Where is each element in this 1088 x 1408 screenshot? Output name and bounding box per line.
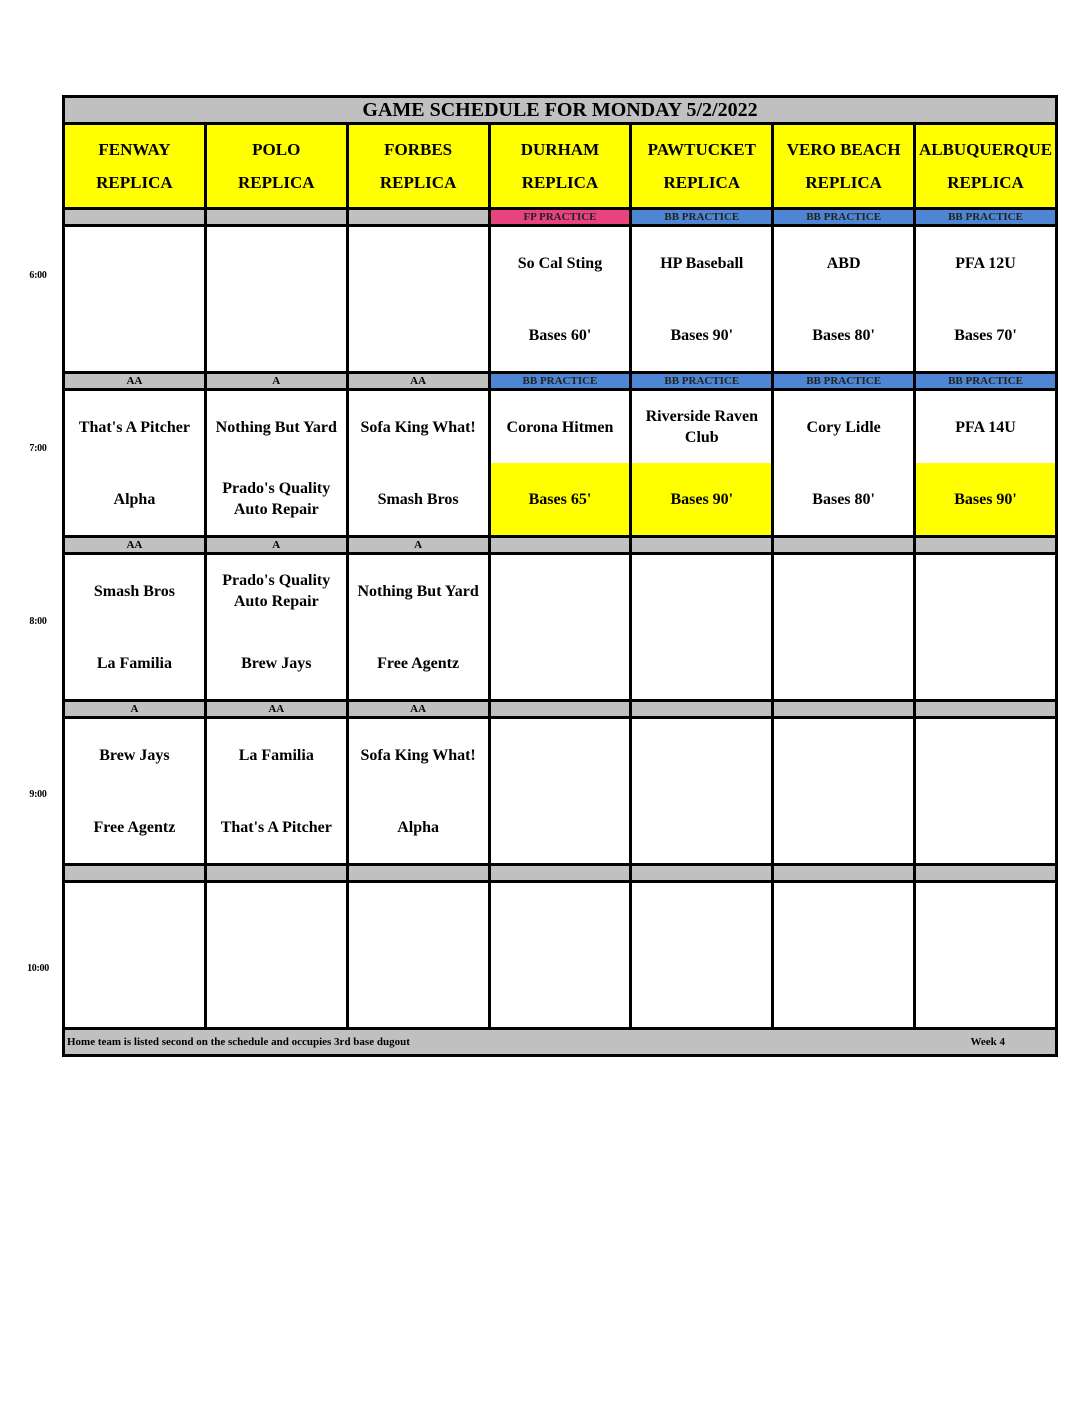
away-team [632, 719, 771, 791]
home-team: Bases 70' [954, 326, 1017, 344]
home-team: Smash Bros [377, 490, 459, 508]
home-team [349, 955, 488, 1027]
division-label: BB PRACTICE [915, 373, 1057, 390]
away-team [491, 883, 630, 955]
away-team [774, 555, 913, 627]
home-team [65, 299, 204, 371]
away-team [349, 883, 488, 955]
away-team: Smash Bros [93, 582, 175, 600]
home-team [774, 791, 913, 863]
division-label [915, 701, 1057, 718]
away-team: PFA 14U [955, 418, 1016, 436]
home-team: Bases 60' [528, 326, 592, 344]
game-row [64, 718, 1057, 865]
field-subtitle: REPLICA [947, 173, 1024, 192]
field-name: PAWTUCKET [647, 140, 756, 159]
time-label: 6:00 [29, 270, 47, 281]
away-team: Riverside Raven Club [645, 408, 759, 446]
home-team: Free Agentz [377, 654, 460, 672]
home-team-note: Home team is listed second on the schedule and occupies 3rd base dugout [67, 1036, 410, 1048]
home-team: Brew Jays [241, 654, 312, 672]
division-label: A [205, 537, 347, 554]
home-team: Bases 80' [812, 490, 875, 508]
division-label [489, 537, 631, 554]
home-team [65, 955, 204, 1027]
division-label: BB PRACTICE [773, 209, 915, 226]
away-team [207, 227, 346, 299]
field-name: VERO BEACH [786, 140, 901, 159]
game-cell [64, 390, 206, 537]
home-team: Alpha [397, 818, 439, 836]
home-team [774, 627, 913, 699]
home-team: That's A Pitcher [220, 818, 332, 836]
home-team [632, 627, 771, 699]
division-band-row [64, 209, 1057, 226]
division-label [347, 865, 489, 882]
division-label [631, 537, 773, 554]
schedule-title: GAME SCHEDULE FOR MONDAY 5/2/2022 [64, 97, 1057, 124]
game-cell [631, 226, 773, 373]
game-cell [915, 226, 1057, 373]
game-cell [205, 554, 347, 701]
game-cell [489, 226, 631, 373]
division-band-row [64, 537, 1057, 554]
time-label: 10:00 [27, 963, 49, 974]
away-team: Sofa King What! [360, 418, 476, 436]
home-team [207, 299, 346, 371]
game-cell [631, 882, 773, 1029]
game-cell [773, 554, 915, 701]
away-team [65, 883, 204, 955]
home-team: Bases 80' [812, 326, 875, 344]
away-team [207, 883, 346, 955]
game-cell [489, 718, 631, 865]
home-team: Bases 65' [491, 463, 630, 535]
away-team: ABD [826, 254, 861, 272]
division-label: AA [64, 537, 206, 554]
home-team [916, 627, 1055, 699]
home-team: Bases 90' [916, 463, 1055, 535]
division-label [773, 701, 915, 718]
away-team: Brew Jays [99, 746, 170, 764]
away-team [349, 227, 488, 299]
field-name: ALBUQUERQUE [918, 140, 1053, 159]
home-team: Prado's Quality Auto Repair [222, 480, 331, 518]
away-team: Corona Hitmen [506, 418, 614, 436]
division-label: AA [347, 701, 489, 718]
home-team: Free Agentz [93, 818, 176, 836]
division-label: A [347, 537, 489, 554]
game-cell [631, 390, 773, 537]
home-team [491, 955, 630, 1027]
division-label: BB PRACTICE [631, 209, 773, 226]
game-cell [915, 390, 1057, 537]
game-row [64, 554, 1057, 701]
away-team: PFA 12U [955, 254, 1016, 272]
division-label [773, 537, 915, 554]
home-team: Bases 90' [632, 463, 771, 535]
away-team [774, 719, 913, 791]
game-cell [631, 718, 773, 865]
field-header-pawtucket [631, 124, 773, 209]
division-label: AA [347, 373, 489, 390]
game-row [64, 882, 1057, 1029]
division-label [915, 537, 1057, 554]
field-subtitle: REPLICA [238, 173, 315, 192]
division-label [489, 865, 631, 882]
away-team [916, 883, 1055, 955]
game-cell [205, 390, 347, 537]
division-label [347, 209, 489, 226]
away-team [65, 227, 204, 299]
game-row [64, 390, 1057, 537]
week-label: Week 4 [970, 1036, 1005, 1048]
away-team [774, 883, 913, 955]
home-team [916, 791, 1055, 863]
home-team [632, 791, 771, 863]
away-team: Nothing But Yard [215, 418, 337, 436]
field-subtitle: REPLICA [805, 173, 882, 192]
division-label [64, 209, 206, 226]
division-label: A [205, 373, 347, 390]
division-label: AA [205, 701, 347, 718]
away-team [491, 719, 630, 791]
away-team: La Familia [238, 746, 314, 764]
game-cell [347, 554, 489, 701]
game-schedule [62, 95, 1058, 1115]
game-cell [489, 882, 631, 1029]
game-cell [64, 226, 206, 373]
game-cell [489, 390, 631, 537]
game-cell [631, 554, 773, 701]
away-team [916, 719, 1055, 791]
division-label [773, 865, 915, 882]
division-label: BB PRACTICE [489, 373, 631, 390]
division-label: BB PRACTICE [915, 209, 1057, 226]
time-label: 9:00 [29, 789, 47, 800]
division-band-row [64, 373, 1057, 390]
field-subtitle: REPLICA [96, 173, 173, 192]
division-label [205, 209, 347, 226]
home-team [774, 955, 913, 1027]
game-cell [64, 554, 206, 701]
game-cell [347, 226, 489, 373]
division-label [915, 865, 1057, 882]
field-name: FENWAY [98, 140, 171, 159]
game-cell [915, 718, 1057, 865]
away-team: HP Baseball [660, 254, 744, 272]
division-label: AA [64, 373, 206, 390]
home-team [491, 627, 630, 699]
field-header-forbes [347, 124, 489, 209]
game-cell [205, 226, 347, 373]
away-team [632, 883, 771, 955]
division-label [205, 865, 347, 882]
field-header-albuquerque [915, 124, 1057, 209]
game-cell [205, 882, 347, 1029]
away-team: Cory Lidle [806, 418, 881, 436]
home-team [916, 955, 1055, 1027]
home-team [207, 955, 346, 1027]
field-header-polo [205, 124, 347, 209]
division-label [631, 701, 773, 718]
division-label: BB PRACTICE [631, 373, 773, 390]
away-team [632, 555, 771, 627]
home-team: La Familia [96, 654, 172, 672]
game-cell [347, 882, 489, 1029]
field-name: FORBES [384, 140, 453, 159]
game-cell [64, 718, 206, 865]
game-cell [64, 882, 206, 1029]
game-cell [773, 718, 915, 865]
field-subtitle: REPLICA [379, 173, 457, 192]
home-team [632, 955, 771, 1027]
home-team [349, 299, 488, 371]
field-subtitle: REPLICA [663, 173, 741, 192]
home-team: Alpha [113, 490, 156, 508]
division-label: BB PRACTICE [773, 373, 915, 390]
game-cell [915, 554, 1057, 701]
division-band-row [64, 865, 1057, 882]
game-cell [773, 226, 915, 373]
game-cell [205, 718, 347, 865]
game-cell [489, 554, 631, 701]
schedule-table [62, 95, 1058, 1057]
field-name: DURHAM [520, 140, 600, 159]
game-cell [773, 882, 915, 1029]
field-header-vero-beach [773, 124, 915, 209]
away-team: So Cal Sting [517, 254, 603, 272]
division-label [489, 701, 631, 718]
away-team: Prado's Quality Auto Repair [222, 572, 331, 610]
home-team: Bases 90' [670, 326, 734, 344]
field-header-durham [489, 124, 631, 209]
time-label: 8:00 [29, 616, 47, 627]
field-subtitle: REPLICA [521, 173, 599, 192]
time-label: 7:00 [29, 443, 47, 454]
division-label [631, 865, 773, 882]
game-cell [773, 390, 915, 537]
division-label [64, 865, 206, 882]
division-label: A [64, 701, 206, 718]
game-cell [915, 882, 1057, 1029]
game-row [64, 226, 1057, 373]
home-team [491, 791, 630, 863]
away-team [916, 555, 1055, 627]
division-band-row [64, 701, 1057, 718]
field-header-fenway [64, 124, 206, 209]
away-team: Nothing But Yard [357, 582, 479, 600]
game-cell [347, 718, 489, 865]
field-name: POLO [252, 140, 301, 159]
away-team [491, 555, 630, 627]
away-team: Sofa King What! [360, 746, 476, 764]
game-cell [347, 390, 489, 537]
division-label: FP PRACTICE [489, 209, 631, 226]
schedule-footer [64, 1029, 1057, 1056]
away-team: That's A Pitcher [78, 418, 190, 436]
